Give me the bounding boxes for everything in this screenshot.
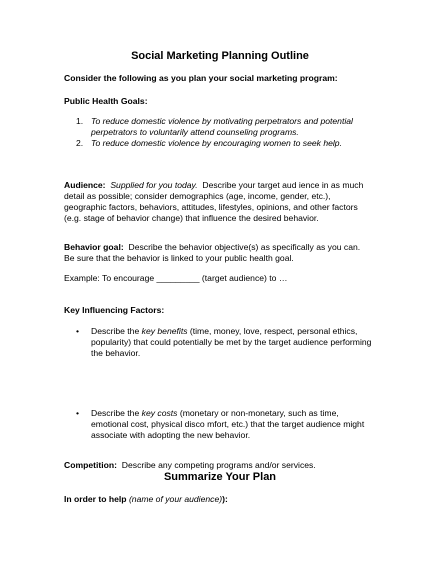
audience-label: Audience: [64, 180, 106, 190]
help-label: In order to help [64, 494, 127, 504]
behavior-paragraph [64, 242, 360, 253]
page-title: Social Marketing Planning Outline [131, 50, 309, 62]
help-end: ): [222, 494, 228, 504]
audience-paragraph [64, 180, 363, 191]
help-line [64, 494, 228, 505]
behavior-example: Example: To encourage _________ (target audience) to … [64, 273, 288, 283]
factor-text: (monetary or non-monetary, such as time, [177, 408, 339, 418]
goal-number: 2. [76, 138, 84, 148]
behavior-text: Describe the behavior objective(s) as specifically as you can. [128, 242, 361, 252]
competition-paragraph [64, 460, 316, 471]
factor-benefits [91, 326, 357, 337]
goal-1-line-1: To reduce domestic violence by motivating perpetrators and potential [91, 116, 353, 126]
goal-1-line-2: perpetrators to voluntarily attend counseling programs. [91, 127, 299, 137]
factor-benefits-line: the behavior. [91, 348, 141, 358]
audience-name-placeholder: (name of your audience) [128, 494, 223, 504]
behavior-label: Behavior goal: [64, 242, 124, 252]
behavior-line-2: Be sure that the behavior is linked to your public health goal. [64, 253, 294, 263]
audience-supplied: Supplied for you today. [110, 180, 198, 190]
bullet: • [76, 326, 80, 336]
goal-2-line-1: To reduce domestic violence by encouraging women to seek help. [91, 138, 342, 148]
audience-line: geographic factors, behaviors, attitudes, lifestyles, opinions, and other factors [64, 202, 358, 212]
audience-line: detail as possible; consider demographics (age, income, gender, etc.), [64, 191, 331, 201]
intro-text: Consider the following as you plan your social marketing program: [64, 73, 338, 83]
factor-text: Describe the [91, 408, 142, 418]
factor-costs [91, 408, 339, 419]
factor-costs-line: associate with adopting the new behavior. [91, 430, 251, 440]
factors-heading: Key Influencing Factors: [64, 305, 165, 315]
audience-text: Describe your target aud ience in as much [202, 180, 364, 190]
key-benefits-term: key benefits [141, 326, 188, 336]
factor-text: Describe the [91, 326, 142, 336]
factor-benefits-line: popularity) that could potentially be met by the target audience performing [91, 337, 372, 347]
factor-costs-line: emotional cost, physical disco mfort, etc.) that the target audience might [91, 419, 365, 429]
summary-heading: Summarize Your Plan [163, 471, 277, 483]
key-costs-term: key costs [141, 408, 178, 418]
goal-number: 1. [76, 116, 84, 126]
goals-heading: Public Health Goals: [64, 96, 148, 106]
competition-text: Describe any competing programs and/or services. [121, 460, 316, 470]
audience-line: (e.g. stage of behavior change) that influence the desired behavior. [64, 213, 319, 223]
factor-text: (time, money, love, respect, personal ethics, [187, 326, 358, 336]
competition-label: Competition: [64, 460, 117, 470]
bullet: • [76, 408, 80, 418]
